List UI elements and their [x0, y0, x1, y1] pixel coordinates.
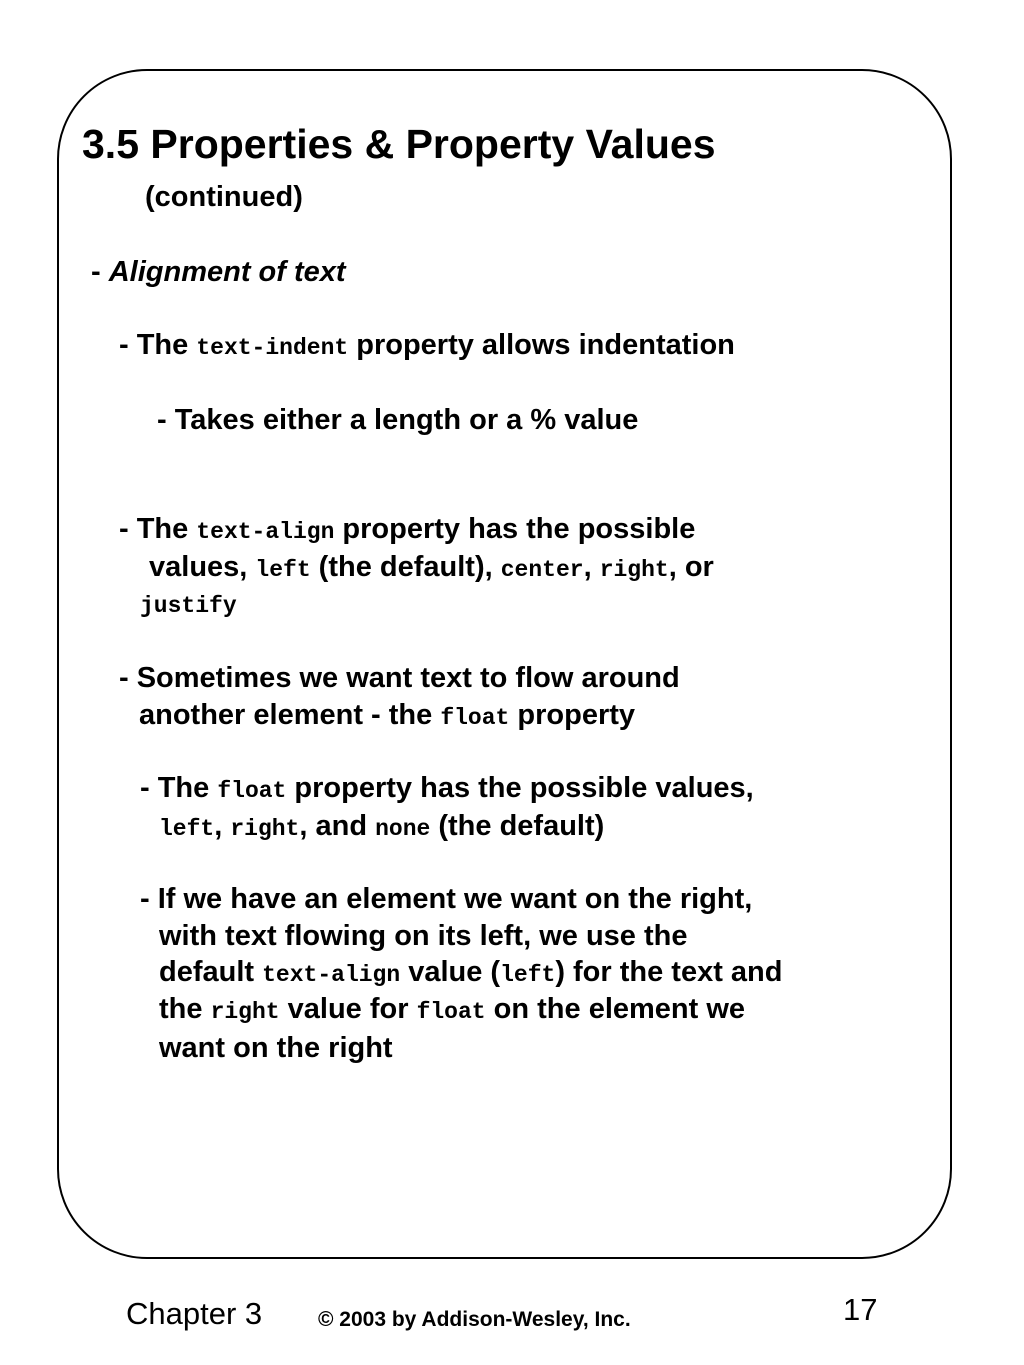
text-fragment: , [583, 551, 600, 583]
slide-title: 3.5 Properties & Property Values [82, 121, 716, 167]
text-fragment: on the element we [485, 993, 746, 1025]
text-fragment: property allows indentation [348, 329, 735, 361]
slide-subtitle: (continued) [145, 181, 303, 213]
text-fragment: values, [149, 551, 256, 583]
code-justify: justify [140, 593, 237, 619]
float-values-line-1 [140, 774, 754, 803]
text-indent-line [119, 331, 735, 360]
float-values-line-2 [159, 812, 604, 841]
section-dash: - [91, 256, 109, 288]
text-fragment: - The [140, 772, 218, 804]
text-fragment: property [509, 699, 636, 731]
text-align-line-3 [140, 595, 237, 618]
code-left: left [159, 816, 215, 842]
text-fragment: value for [279, 993, 417, 1025]
section-heading [91, 258, 346, 287]
float-intro-line-1: - Sometimes we want text to flow around [119, 662, 680, 694]
text-align-line-1 [119, 515, 695, 544]
code-left: left [500, 962, 556, 988]
code-text-align: text-align [196, 519, 335, 545]
float-example-line-1: - If we have an element we want on the right, [140, 883, 753, 915]
text-align-line-2 [149, 553, 714, 582]
footer-chapter: Chapter 3 [126, 1296, 263, 1331]
code-float: float [440, 705, 510, 731]
float-example-line-3 [159, 958, 782, 987]
code-text-indent: text-indent [196, 335, 349, 361]
text-fragment: (the default), [310, 551, 501, 583]
text-fragment: the [159, 993, 211, 1025]
text-fragment: another element - the [139, 699, 441, 731]
text-fragment: , and [299, 810, 376, 842]
text-fragment: default [159, 956, 263, 988]
code-left: left [255, 557, 311, 583]
code-right: right [599, 557, 669, 583]
float-example-line-4 [159, 995, 745, 1024]
code-right: right [230, 816, 300, 842]
footer-copyright: © 2003 by Addison-Wesley, Inc. [318, 1308, 631, 1331]
text-fragment: property has the possible [334, 513, 696, 545]
float-example-line-2: with text flowing on its left, we use the [159, 920, 688, 952]
text-fragment: ) for the text and [555, 956, 783, 988]
float-example-line-5: want on the right [159, 1032, 393, 1064]
code-float: float [416, 999, 486, 1025]
section-label: Alignment of text [108, 256, 346, 288]
text-fragment: - The [119, 329, 197, 361]
code-none: none [375, 816, 431, 842]
text-fragment: - The [119, 513, 197, 545]
code-center: center [500, 557, 584, 583]
float-intro-line-2 [139, 701, 635, 730]
page-number: 17 [843, 1292, 878, 1327]
text-fragment: , [214, 810, 231, 842]
code-right: right [210, 999, 280, 1025]
code-text-align: text-align [262, 962, 401, 988]
text-indent-subpoint: - Takes either a length or a % value [157, 404, 639, 436]
code-float: float [217, 778, 287, 804]
text-fragment: (the default) [430, 810, 605, 842]
text-fragment: , or [668, 551, 714, 583]
text-fragment: value ( [400, 956, 501, 988]
text-fragment: property has the possible values, [286, 772, 754, 804]
